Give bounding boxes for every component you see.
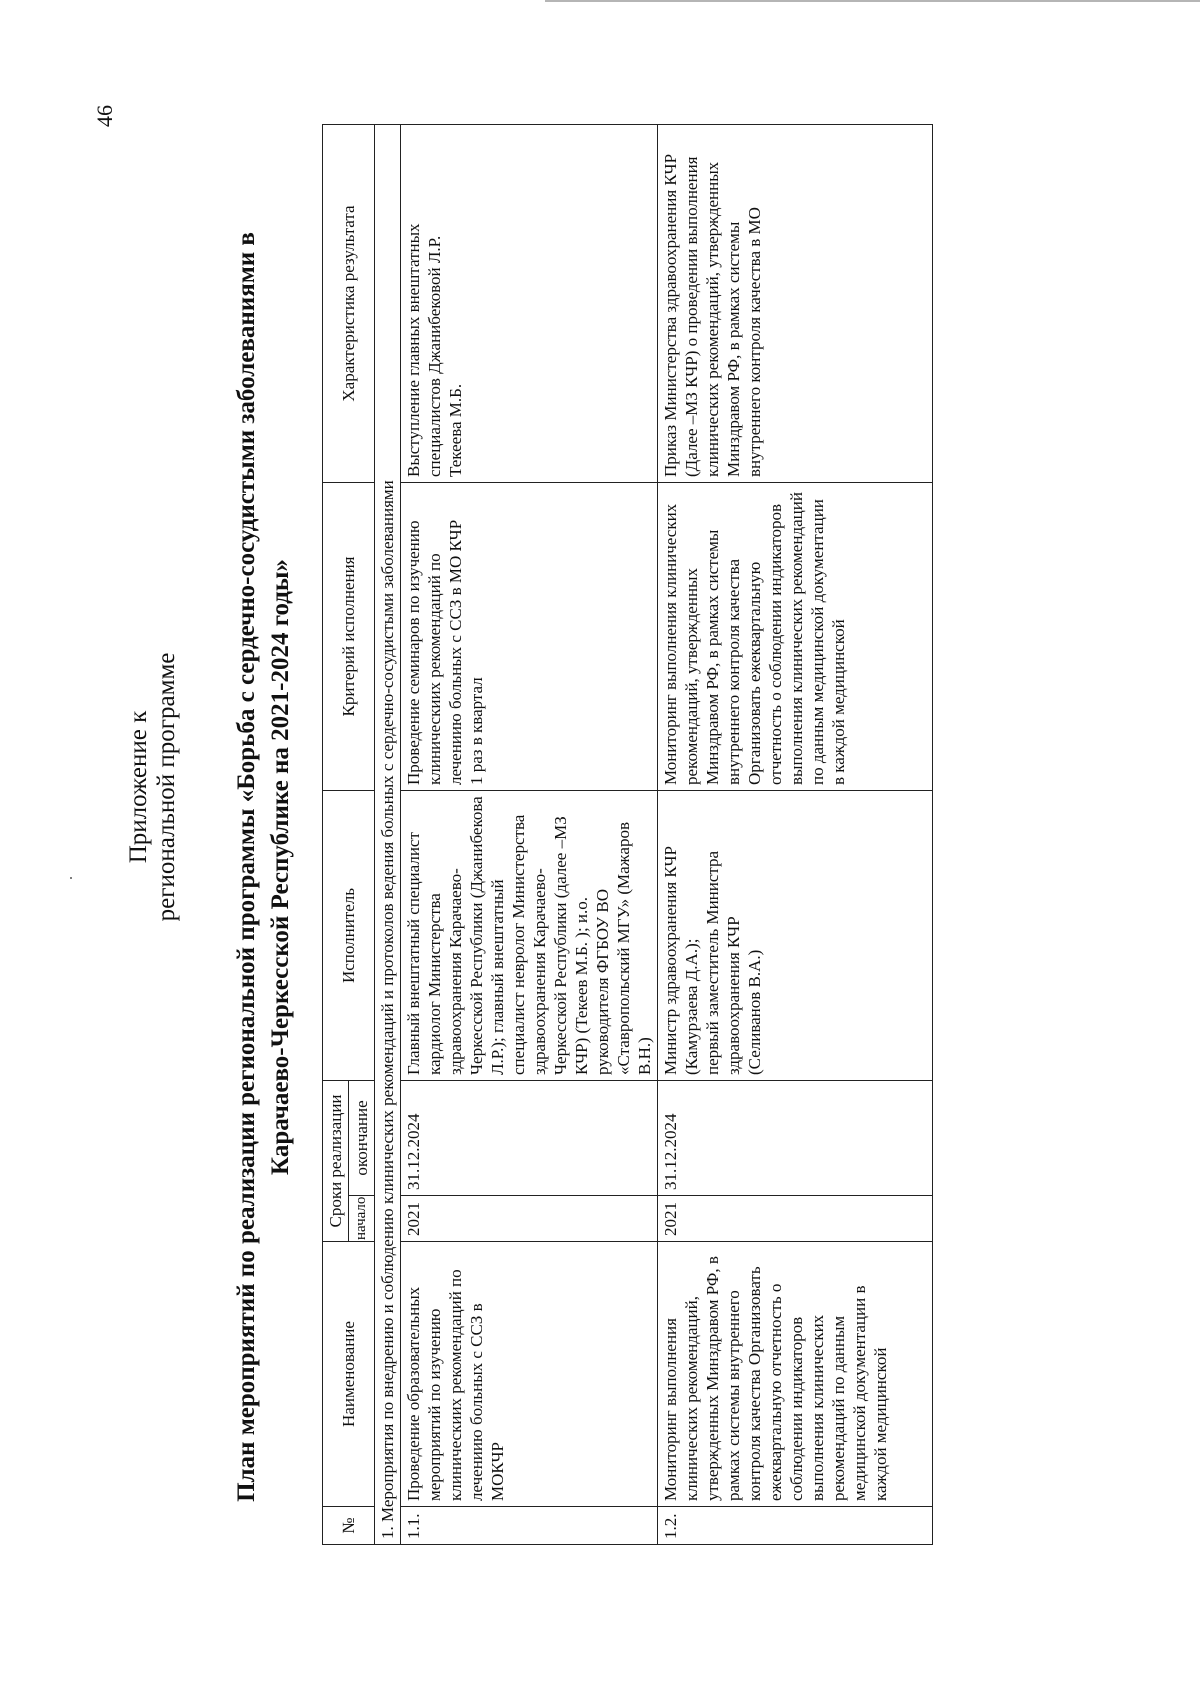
document-title — [230, 167, 298, 1567]
row-start: 2021 — [658, 1196, 933, 1242]
row-criterion: Проведение семинаров по изучению клиническиих рекомендаций по лечениию больных с ССЗ в МО КЧР 1 раз в квартал — [401, 483, 658, 791]
row-name-cell — [658, 1242, 933, 1507]
page-number: 46 — [92, 105, 117, 127]
row-executor: Министр здравоохранения КЧР (Камурзаева Д.А.); первый заместитель Министра здравоохранения КЧР (Селиванов В.А.) — [658, 791, 933, 1081]
appendix-caption: Приложение к региональной программе — [125, 652, 180, 922]
header-criterion: Критерий исполнения — [323, 483, 375, 791]
header-terms: Сроки реализации — [323, 1081, 349, 1242]
section-heading: 1. Мероприятия по внедрению и соблюдению клинических рекомендаций и протоколов ведения больных с сердечно-сосудистыми заболеваниями — [375, 125, 401, 1545]
header-end: окончание — [349, 1081, 375, 1196]
row-num: 1.1. — [401, 1507, 658, 1545]
action-plan-table — [322, 124, 933, 1545]
title-line-1: План мероприятий по реализации региональной программы «Борьба с сердечно-сосудистыми заболеваниями в — [233, 232, 260, 1502]
section-row — [375, 125, 401, 1545]
header-num: № — [323, 1507, 375, 1545]
row-result: Приказ Министерства здравоохранения КЧР (Далее –МЗ КЧР) о проведении выполнения клинических рекомендаций, утвержденных Минздравом РФ, в рамках системы внутреннего контроля качества в МО — [658, 125, 933, 483]
row-start: 2021 — [401, 1196, 658, 1242]
row-executor: Главный внештатный специалист кардиолог Министерства здравоохранения Карачаево-Черкесской Республики (Джанибекова Л.Р.); главный внештатный специалист невролог Министерства здравоохранения Карачаево-Черкесской Республики (далее –МЗ КЧР) (Текеев М.Б. ); и.о. руководителя ФГБОУ ВО «Ставропольский МГУ» (Мажаров В.Н.) — [401, 791, 658, 1081]
header-result: Характеристика результата — [323, 125, 375, 483]
header-name: Наименование — [323, 1242, 375, 1507]
header-executor: Исполнитель — [323, 791, 375, 1081]
row-name: Проведение образовательных мероприятий по изучению клиническиих рекомендаций по лечениию больных с ССЗ в МОКЧР — [401, 1242, 658, 1507]
row-end: 31.12.2024 — [658, 1081, 933, 1196]
table-row — [658, 125, 933, 1545]
header-start: начало — [349, 1196, 375, 1242]
row-criterion: Мониторинг выполнения клинических рекомендаций, утвержденных Минздравом РФ, в рамках системы внутреннего контроля качества Организовать ежеквартальную отчетность о соблюдении индикаторов выполнения клинических рекомендаций по данным медицинской документации в каждой медицинской — [661, 492, 848, 785]
row-result: Выступление главных внештатных специалистов Джанибековой Л.Р. Текеева М.Б. — [401, 125, 658, 483]
row-name: Мониторинг выполнения клинических рекомендаций, утвержденных Минздравом РФ, в рамках системы внутреннего контроля качества Организовать ежеквартальную отчетность о соблюдении индикаторов выполнения клинических рекомендаций по данным медицинской документации в каждой медицинской — [661, 1256, 890, 1501]
row-num: 1.2. — [658, 1507, 933, 1545]
title-line-2: Карачаево-Черкесской Республике на 2021-2024 годы» — [267, 559, 294, 1175]
header-row — [323, 125, 349, 1545]
row-criterion-cell — [658, 483, 933, 791]
table-row — [401, 125, 658, 1545]
row-end: 31.12.2024 — [401, 1081, 658, 1196]
